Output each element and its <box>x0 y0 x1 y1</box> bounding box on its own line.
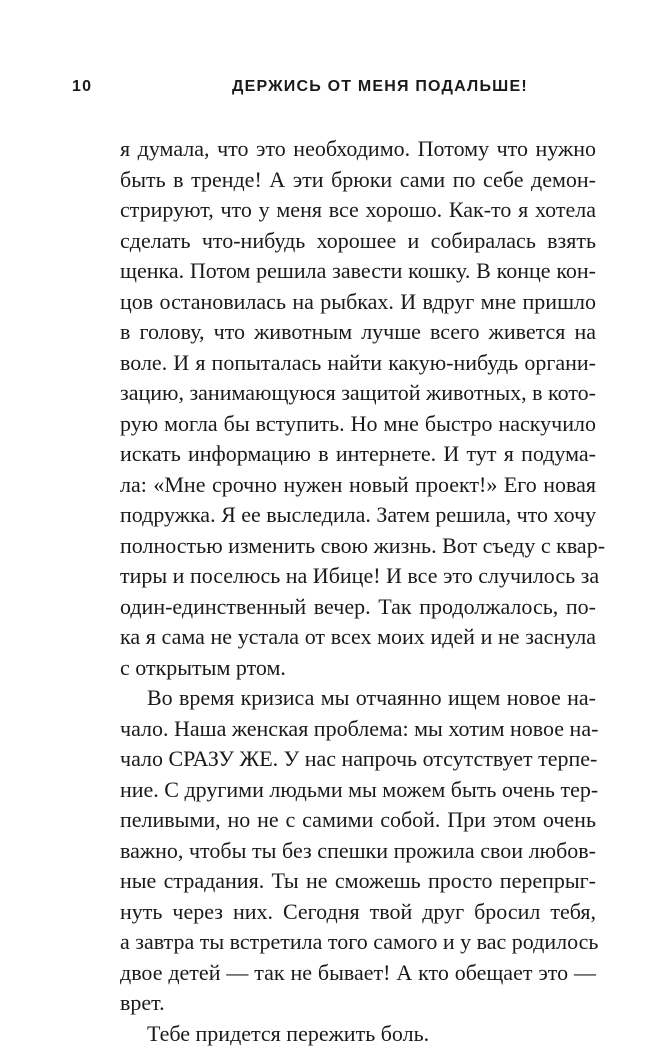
text-line: стрируют, что у меня все хорошо. Как-то я хотела <box>120 195 596 226</box>
text-line: пеливыми, но не с самими собой. При этом очень <box>120 805 596 836</box>
text-line: ла: «Мне срочно нужен новый проект!» Его новая <box>120 470 596 501</box>
paragraph-single-line: Тебе придется пережить боль. <box>120 1019 596 1049</box>
text-line: рую могла бы вступить. Но мне быстро наскучило <box>120 409 596 440</box>
paragraph-first-line: Во время кризиса мы отчаянно ищем новое на- <box>120 683 596 714</box>
paragraph-end-line: врет. <box>120 988 596 1019</box>
text-line: ные страдания. Ты не сможешь просто перепрыг- <box>120 866 596 897</box>
text-line: важно, чтобы ты без спешки прожила свои любов- <box>120 836 596 867</box>
text-line: искать информацию в интернете. И тут я подума- <box>120 439 596 470</box>
text-line: нуть через них. Сегодня твой друг бросил тебя, <box>120 897 596 928</box>
text-line: быть в тренде! А эти брюки сами по себе демон- <box>120 165 596 196</box>
text-line: ка я сама не устала от всех моих идей и не заснула <box>120 622 596 653</box>
body-text <box>120 134 596 1049</box>
text-line: подружка. Я ее выследила. Затем решила, что хочу <box>120 500 596 531</box>
text-line: чало. Наша женская проблема: мы хотим новое на- <box>120 714 596 745</box>
text-line: полностью изменить свою жизнь. Вот съеду с квар- <box>120 531 596 562</box>
text-line: ние. С другими людьми мы можем быть очень тер- <box>120 775 596 806</box>
paragraph-end-line: с открытым ртом. <box>120 653 596 684</box>
running-head <box>0 78 667 102</box>
text-line: а завтра ты встретила того самого и у вас родилось <box>120 927 596 958</box>
text-line: сделать что-нибудь хорошее и собиралась взять <box>120 226 596 257</box>
text-line: двое детей — так не бывает! А кто обещает это — <box>120 958 596 989</box>
text-line: воле. И я попыталась найти какую-нибудь органи- <box>120 348 596 379</box>
text-line: в голову, что животным лучше всего живется на <box>120 317 596 348</box>
text-line: щенка. Потом решила завести кошку. В конце кон- <box>120 256 596 287</box>
text-line: цов остановилась на рыбках. И вдруг мне пришло <box>120 287 596 318</box>
running-title: ДЕРЖИСЬ ОТ МЕНЯ ПОДАЛЬШЕ! <box>232 78 528 96</box>
page-number: 10 <box>72 78 92 96</box>
text-line: чало СРАЗУ ЖЕ. У нас напрочь отсутствует терпе- <box>120 744 596 775</box>
text-line: я думала, что это необходимо. Потому что нужно <box>120 134 596 165</box>
text-line: зацию, занимающуюся защитой животных, в кото- <box>120 378 596 409</box>
text-line: один-единственный вечер. Так продолжалось, по- <box>120 592 596 623</box>
text-line: тиры и поселюсь на Ибице! И все это случилось за <box>120 561 596 592</box>
